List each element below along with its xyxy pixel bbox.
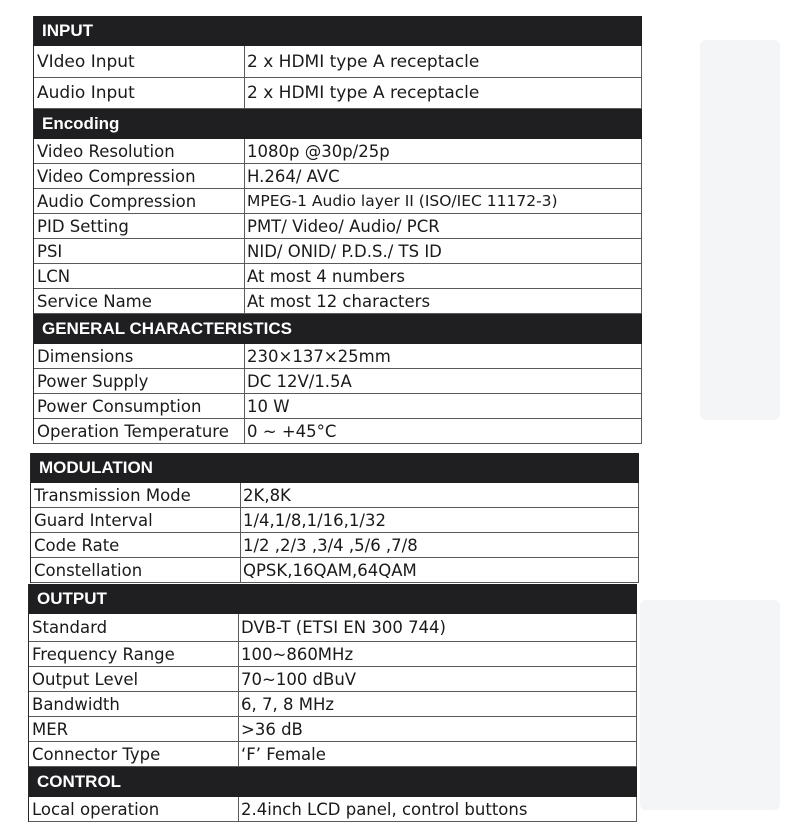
row-value: 0 ~ +45°C — [245, 419, 642, 443]
row-value: MPEG-1 Audio layer II (ISO/IEC 11172-3) — [245, 189, 642, 213]
row-value: ‘F’ Female — [239, 742, 637, 766]
row-label: Video Resolution — [34, 139, 245, 163]
row-value: 1/4,1/8,1/16,1/32 — [241, 508, 639, 532]
row-label: Transmission Mode — [31, 483, 241, 507]
row-value: At most 12 characters — [245, 289, 642, 313]
row-value: DVB-T (ETSI EN 300 744) — [239, 614, 637, 641]
section-title: CONTROL — [37, 772, 122, 791]
row-label: Guard Interval — [31, 508, 241, 532]
table-row — [29, 717, 637, 742]
row-label: Constellation — [31, 558, 241, 582]
table-row — [29, 667, 637, 692]
table-row — [29, 614, 637, 642]
row-value: DC 12V/1.5A — [245, 369, 642, 393]
spec-table-upper — [33, 16, 642, 444]
spec-table-modulation — [30, 453, 639, 583]
section-header-control — [29, 767, 637, 797]
row-value: >36 dB — [239, 717, 637, 741]
row-label: Service Name — [34, 289, 245, 313]
row-label: VIdeo Input — [34, 46, 245, 77]
row-label: PID Setting — [34, 214, 245, 238]
row-value: 6, 7, 8 MHz — [239, 692, 637, 716]
table-row — [34, 264, 642, 289]
row-label: Audio Input — [34, 78, 245, 108]
row-value: 2K,8K — [241, 483, 639, 507]
row-value: 1080p @30p/25p — [245, 139, 642, 163]
table-row — [34, 78, 642, 109]
table-row — [34, 139, 642, 164]
table-row — [34, 369, 642, 394]
row-label: Power Supply — [34, 369, 245, 393]
row-label: Audio Compression — [34, 189, 245, 213]
row-label: Standard — [29, 614, 239, 641]
row-value: NID/ ONID/ P.D.S./ TS ID — [245, 239, 642, 263]
row-label: LCN — [34, 264, 245, 288]
row-value: 10 W — [245, 394, 642, 418]
section-header-output — [29, 584, 637, 614]
row-label: Dimensions — [34, 344, 245, 368]
row-label: Local operation — [29, 797, 239, 821]
table-row — [34, 239, 642, 264]
row-value: 1/2 ,2/3 ,3/4 ,5/6 ,7/8 — [241, 533, 639, 557]
spec-table-lower — [28, 584, 637, 822]
row-value: 2.4inch LCD panel, control buttons — [239, 797, 637, 821]
section-title: INPUT — [42, 21, 93, 40]
table-row — [34, 344, 642, 369]
row-value: 2 x HDMI type A receptacle — [245, 46, 642, 77]
row-label: PSI — [34, 239, 245, 263]
row-label: Operation Temperature — [34, 419, 245, 443]
row-value: PMT/ Video/ Audio/ PCR — [245, 214, 642, 238]
row-label: Bandwidth — [29, 692, 239, 716]
row-value: H.264/ AVC — [245, 164, 642, 188]
row-label: Connector Type — [29, 742, 239, 766]
row-value: QPSK,16QAM,64QAM — [241, 558, 639, 582]
row-value: 70~100 dBuV — [239, 667, 637, 691]
row-value: At most 4 numbers — [245, 264, 642, 288]
row-label: MER — [29, 717, 239, 741]
section-title: GENERAL CHARACTERISTICS — [42, 319, 292, 338]
table-row — [29, 642, 637, 667]
section-title: Encoding — [42, 114, 120, 133]
row-label: Video Compression — [34, 164, 245, 188]
section-header-modulation — [31, 453, 639, 483]
row-value: 230×137×25mm — [245, 344, 642, 368]
section-title: OUTPUT — [37, 589, 107, 608]
table-row — [31, 558, 639, 583]
section-header-input — [34, 16, 642, 46]
table-row — [34, 214, 642, 239]
table-row — [29, 692, 637, 717]
row-label: Code Rate — [31, 533, 241, 557]
row-value: 100~860MHz — [239, 642, 637, 666]
row-value: 2 x HDMI type A receptacle — [245, 78, 642, 108]
row-label: Output Level — [29, 667, 239, 691]
table-row — [34, 164, 642, 189]
table-row — [29, 742, 637, 767]
row-label: Frequency Range — [29, 642, 239, 666]
row-label: Power Consumption — [34, 394, 245, 418]
table-row — [29, 797, 637, 822]
table-row — [34, 289, 642, 314]
section-title: MODULATION — [39, 458, 153, 477]
table-row — [34, 46, 642, 78]
table-row — [34, 419, 642, 444]
section-header-general — [34, 314, 642, 344]
section-header-encoding — [34, 109, 642, 139]
table-row — [34, 394, 642, 419]
table-row — [31, 483, 639, 508]
table-row — [34, 189, 642, 214]
table-row — [31, 533, 639, 558]
table-row — [31, 508, 639, 533]
